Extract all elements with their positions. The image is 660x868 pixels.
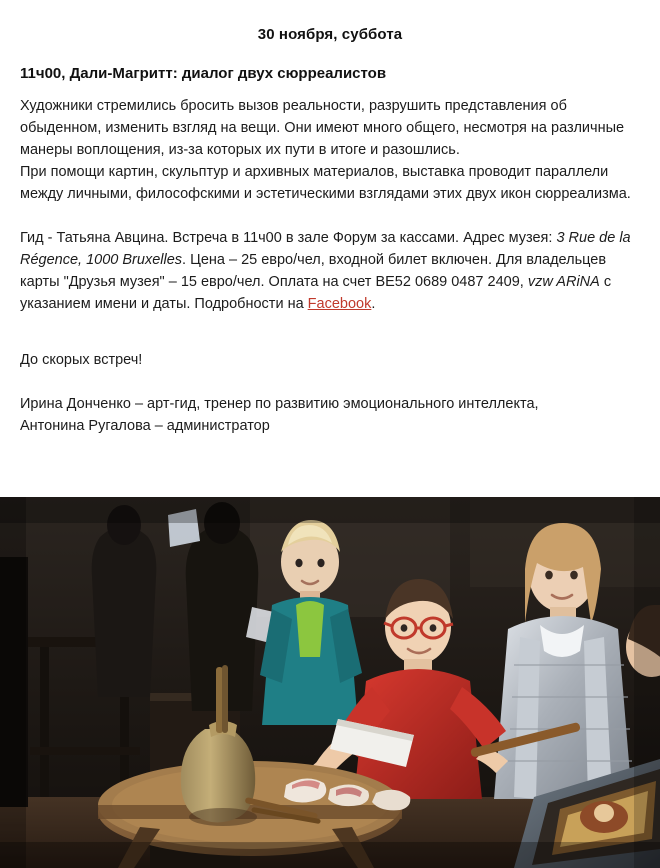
- museum-photo-graphic: [0, 497, 660, 868]
- signature-line-1: Ирина Донченко – арт-гид, тренер по развитию эмоционального интеллекта,: [20, 396, 539, 413]
- paragraph-exhibition-description: При помощи картин, скульптур и архивных материалов, выставка проводит параллели между личными, философскими и эстетическими взглядами этих двух икон сюрреализма.: [20, 164, 631, 203]
- event-title: 11ч00, Дали-Магритт: диалог двух сюрреалистов: [20, 65, 387, 82]
- date-heading: 30 ноября, суббота: [257, 26, 403, 43]
- guide-info-part-4: .: [371, 296, 376, 313]
- spacer: [20, 371, 640, 393]
- museum-photo: [0, 497, 660, 868]
- museum-address: 3 Rue de la Régence, 1000 Bruxelles: [20, 230, 631, 269]
- signature-line-2: Антонина Ругалова – администратор: [20, 418, 270, 435]
- account-holder-name: vzw ARiNA: [527, 274, 600, 291]
- facebook-link[interactable]: Facebook: [307, 296, 372, 313]
- spacer: [20, 315, 640, 349]
- guide-info-part-1: Гид - Татьяна Авцина. Встреча в 11ч00 в зале Форум за кассами. Адрес музея:: [20, 230, 557, 247]
- paragraph-guide-info: [20, 227, 640, 315]
- guide-info-part-3: с указанием имени и даты. Подробности на: [20, 274, 612, 313]
- spacer: [20, 205, 640, 227]
- paragraph-artists-description: Художники стремились бросить вызов реальности, разрушить представления об обыденном, изменить взгляд на вещи. Они имеют много общего, несмотря на различные манеры воплощения, из-за которых их пути в итоге и разошлись.: [20, 98, 625, 159]
- guide-info-part-2: . Цена – 25 евро/чел, входной билет включен. Для владельцев карты "Друзья музея" – 15 евро/чел. Оплата на счет BE52 0689 0487 2409,: [20, 252, 607, 291]
- closing-line: До скорых встреч!: [20, 352, 143, 369]
